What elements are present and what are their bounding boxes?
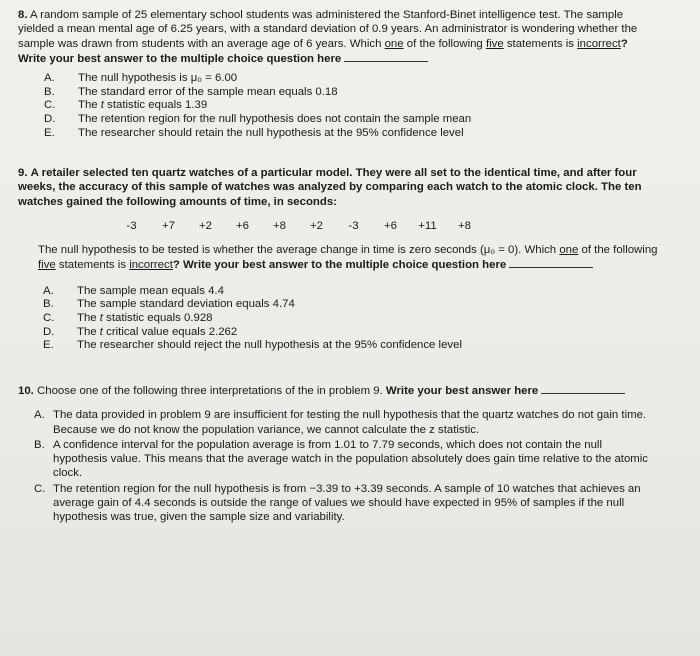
question-9-options [43,285,658,353]
option-e: E. The researcher should retain the null hypothesis at the 95% confidence level [44,126,464,139]
null-hypothesis-text: The null hypothesis to be tested is whether the average change in time is zero seconds (μ₀ = 0). Which one of the following five statements is incorrect? Write your best answer to the multiple choice question here [38,244,658,272]
option-a: A. The null hypothesis is μ₀ = 6.00 [44,72,238,85]
answer-b: B. A confidence interval for the population average is from 1.01 to 7.79 seconds, which does not contain the null hypothesis value. This means that the average watch in the population absolutely does gain time relative to the atomic clock. [34,438,648,480]
answer-blank[interactable] [509,257,593,268]
option-c: C. The t statistic equals 0.928 [43,311,213,324]
question-8 [18,8,658,140]
watch-gain-values [113,219,658,233]
value: +6 [384,219,397,232]
question-number: 8. [18,9,28,21]
answer-blank[interactable] [541,383,625,394]
option-d: D. The t critical value equals 2.262 [43,325,238,338]
value: +7 [162,219,175,232]
option-e: E. The researcher should reject the null hypothesis at the 95% confidence level [43,339,462,352]
value: +8 [273,219,286,232]
question-9-text: 9. A retailer selected ten quartz watches of a particular model. They were all set to the identical time, and after four weeks, the accuracy of this sample of watches was analyzed by comparing each watch to the atomic clock. The ten watches gained the following amounts of time, in seconds: [18,167,642,208]
question-number: 9. [18,167,28,179]
value: -3 [126,219,137,232]
value: +2 [310,219,323,232]
option-a: A. The sample mean equals 4.4 [43,284,224,297]
answer-a: A. The data provided in problem 9 are insufficient for testing the null hypothesis that the quartz watches do not gain time. Because we do not know the population variance, we cannot calculate the z statistic. [34,409,647,436]
question-8-options [44,72,658,140]
question-8-text: 8. A random sample of 25 elementary school students was administered the Stanford-Binet intelligence test. The sample yielded a mean mental age of 6.25 years, with a standard deviation of 0.9 years. An administrator is wondering whether the sample was drawn from students with an average age of 6 years. Which one of the following five statements is incorrect? Write your best answer to the multiple choice question here [18,9,638,65]
answer-blank[interactable] [344,51,428,62]
option-b: B. The standard error of the sample mean equals 0.18 [44,85,338,98]
option-d: D. The retention region for the null hypothesis does not contain the sample mean [44,112,472,125]
question-10 [18,383,658,526]
value: +6 [236,219,249,232]
answer-c: C. The retention region for the null hypothesis is from −3.39 to +3.39 seconds. A sample of 10 watches that achieves an average gain of 4.4 seconds is outside the range of values we should have expected in 95% of samples if the null hypothesis was true, given the sample size and variability. [34,482,641,524]
value: +2 [199,219,212,232]
question-10-answers [18,408,658,524]
question-9 [18,166,658,353]
option-c: C. The t statistic equals 1.39 [44,99,208,112]
value: +8 [458,219,471,232]
question-number: 10. [18,385,34,397]
value: +11 [418,219,437,232]
value: -3 [348,219,359,232]
question-10-text: 10. Choose one of the following three interpretations of the in problem 9. Write your best answer here [18,383,658,398]
option-b: B. The sample standard deviation equals 4.74 [43,298,295,311]
